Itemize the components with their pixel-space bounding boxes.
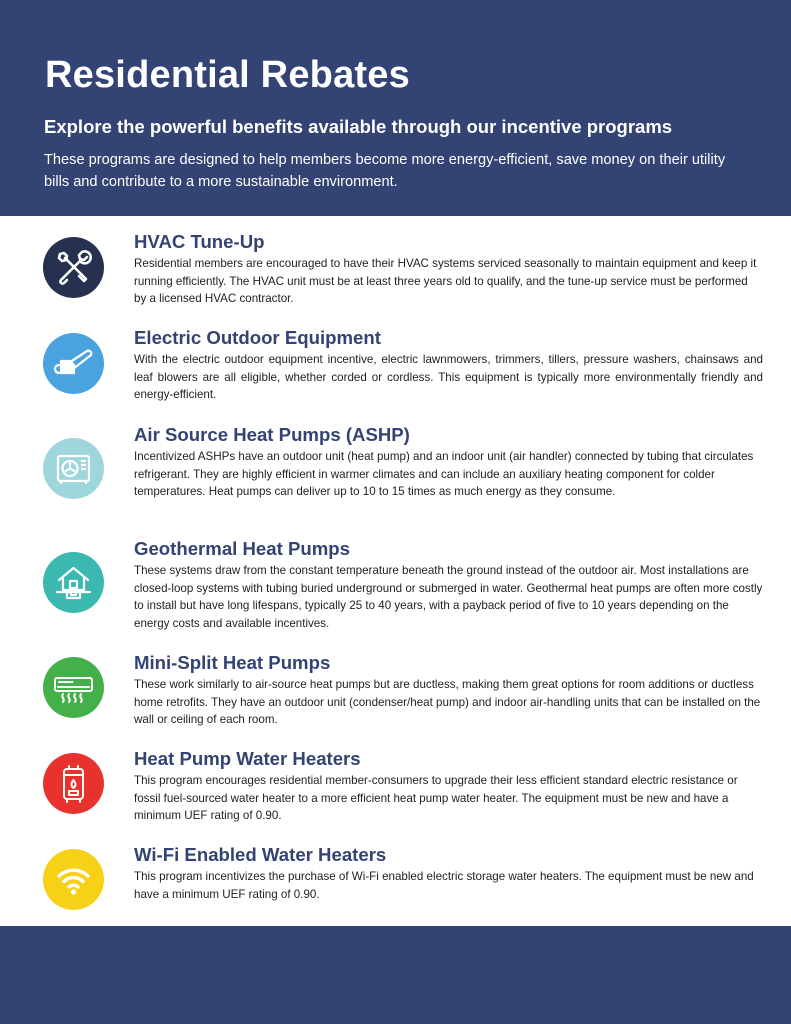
program-title: Electric Outdoor Equipment <box>134 327 381 348</box>
wrench-screwdriver-icon <box>43 237 104 298</box>
chainsaw-icon <box>43 333 104 394</box>
program-title: HVAC Tune-Up <box>134 231 265 252</box>
heat-pump-unit-icon <box>43 438 104 499</box>
program-description: These work similarly to air-source heat pumps but are ductless, making them great options for room additions or ductless home retrofits. They have an outdoor unit (condenser/heat pump) and indoor air-handling units that can be installed on the wall or ceiling of each room. <box>134 678 761 727</box>
header-banner <box>0 0 791 216</box>
intro-text: These programs are designed to help members become more energy-efficient, save money on their utility bills and contribute to a more sustainable environment. <box>44 152 726 190</box>
page-title: Residential Rebates <box>45 54 410 96</box>
program-description: Incentivized ASHPs have an outdoor unit (heat pump) and an indoor unit (air handler) connected by tubing that circulates refrigerant. They are highly efficient in warmer climates and can include an auxiliary heating component for colder temperatures. Heat pumps can deliver up to 10 to 15 times as much energy as they consume. <box>134 450 754 499</box>
program-title: Geothermal Heat Pumps <box>134 538 350 559</box>
program-description: This program encourages residential member-consumers to upgrade their less efficient standard electric resistance or fossil fuel-sourced water heater to a more efficient heat pump water heater. The equipment must be new and have a minimum UEF rating of 0.90. <box>134 774 738 823</box>
water-heater-icon <box>43 753 104 814</box>
program-description: With the electric outdoor equipment incentive, electric lawnmowers, trimmers, tillers, pressure washers, chainsaws and leaf blowers are all eligible, whether corded or cordless. This equipment is typically more environmentally friendly and energy-efficient. <box>134 353 763 402</box>
program-description: This program incentivizes the purchase of Wi-Fi enabled electric storage water heaters. The equipment must be new and have a minimum UEF rating of 0.90. <box>134 870 754 901</box>
program-description: Residential members are encouraged to have their HVAC systems serviced seasonally to maintain equipment and keep it running efficiently. The HVAC unit must be at least three years old to qualify, and the tune-up service must be performed by a licensed HVAC contractor. <box>134 257 757 306</box>
footer-band <box>0 926 791 1024</box>
program-title: Mini-Split Heat Pumps <box>134 652 331 673</box>
mini-split-icon <box>43 657 104 718</box>
program-title: Air Source Heat Pumps (ASHP) <box>134 424 410 445</box>
page-subtitle: Explore the powerful benefits available through our incentive programs <box>44 116 673 137</box>
wifi-icon <box>43 849 104 910</box>
program-title: Heat Pump Water Heaters <box>134 748 361 769</box>
program-title: Wi-Fi Enabled Water Heaters <box>134 844 387 865</box>
geothermal-house-icon <box>43 552 104 613</box>
program-description: These systems draw from the constant temperature beneath the ground instead of the outdoor air. Most installations are closed-loop systems with tubing buried underground or submerged in water. Geothermal heat pumps are often more costly to install but have long lifespans, typically 25 to 40 years, with a payback period of five to 10 years depending on the energy costs and available incentives. <box>134 564 763 631</box>
